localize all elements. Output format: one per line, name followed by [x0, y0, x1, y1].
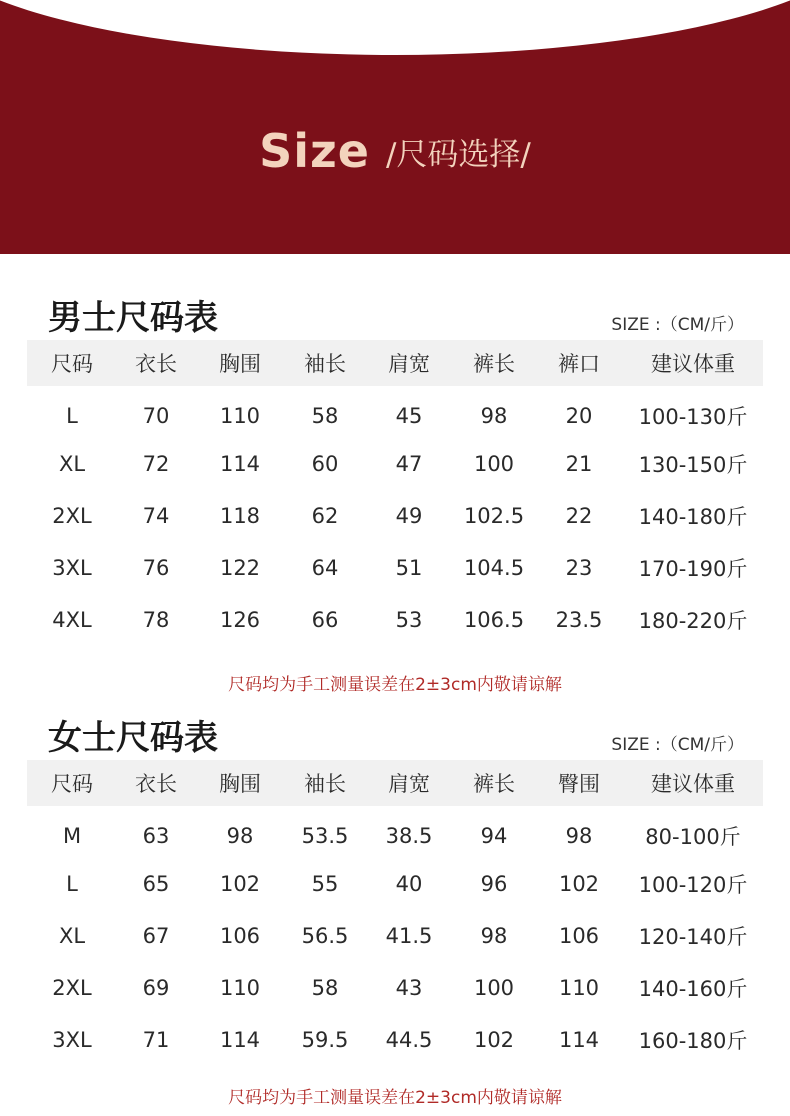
- table-cell: 100: [473, 452, 515, 476]
- column-header: 肩宽: [388, 352, 430, 376]
- table-cell: 110: [219, 976, 261, 1000]
- table-cell: 106.5: [463, 608, 525, 632]
- table-cell: 65: [142, 872, 170, 896]
- column-header: 尺码: [51, 772, 93, 796]
- table-cell: 100: [473, 976, 515, 1000]
- table-cell: 41.5: [385, 924, 433, 948]
- table-cell: 66: [311, 608, 339, 632]
- table-cell: 104.5: [463, 556, 525, 580]
- table-cell: 4XL: [52, 608, 92, 632]
- table-cell: 114: [219, 452, 261, 476]
- men-unit-label: SIZE :（CM/斤）: [611, 315, 744, 335]
- table-cell: 49: [395, 504, 423, 528]
- table-cell: 102: [473, 1028, 515, 1052]
- table-cell: 56.5: [301, 924, 349, 948]
- column-header: 袖长: [304, 772, 346, 796]
- women-measurement-note: 尺码均为手工测量误差在2±3cm内敬请谅解: [228, 1088, 562, 1108]
- column-header: 建议体重: [651, 772, 735, 796]
- column-header: 裤长: [473, 352, 515, 376]
- table-cell: 102: [558, 872, 600, 896]
- table-cell: 160-180斤: [638, 1029, 748, 1053]
- table-cell: 126: [219, 608, 261, 632]
- table-cell: 51: [395, 556, 423, 580]
- men-section-head: [0, 290, 790, 340]
- table-cell: 71: [142, 1028, 170, 1052]
- table-cell: 76: [142, 556, 170, 580]
- table-cell: 170-190斤: [638, 557, 748, 581]
- table-cell: 140-180斤: [638, 505, 748, 529]
- table-cell: 122: [219, 556, 261, 580]
- table-cell: 45: [395, 404, 423, 428]
- table-cell: 114: [219, 1028, 261, 1052]
- table-row: [27, 490, 763, 542]
- table-cell: 100-120斤: [638, 873, 748, 897]
- table-row: [27, 910, 763, 962]
- table-cell: 38.5: [385, 824, 433, 848]
- table-cell: 23: [565, 556, 593, 580]
- table-cell: 140-160斤: [638, 977, 748, 1001]
- table-row: [27, 1014, 763, 1066]
- table-row: [27, 542, 763, 594]
- table-cell: 70: [142, 404, 170, 428]
- table-cell: 98: [480, 924, 508, 948]
- table-cell: 59.5: [301, 1028, 349, 1052]
- column-header: 建议体重: [651, 352, 735, 376]
- table-row: [27, 594, 763, 646]
- table-cell: 102.5: [463, 504, 525, 528]
- table-cell: 62: [311, 504, 339, 528]
- table-cell: 114: [558, 1028, 600, 1052]
- table-cell: 47: [395, 452, 423, 476]
- women-section-title: 女士尺码表: [48, 718, 218, 758]
- table-cell: 60: [311, 452, 339, 476]
- table-cell: M: [62, 824, 82, 848]
- table-cell: 130-150斤: [638, 453, 748, 477]
- table-cell: 3XL: [52, 1028, 92, 1052]
- column-header: 胸围: [219, 352, 261, 376]
- table-cell: 44.5: [385, 1028, 433, 1052]
- table-cell: 106: [219, 924, 261, 948]
- column-header: 肩宽: [388, 772, 430, 796]
- table-header-row: [27, 760, 763, 806]
- table-cell: 58: [311, 404, 339, 428]
- men-measurement-note: 尺码均为手工测量误差在2±3cm内敬请谅解: [228, 675, 562, 695]
- table-cell: 106: [558, 924, 600, 948]
- table-cell: 120-140斤: [638, 925, 748, 949]
- table-cell: 102: [219, 872, 261, 896]
- banner-title-cn: /尺码选择/: [385, 136, 531, 173]
- column-header: 胸围: [219, 772, 261, 796]
- women-unit-label: SIZE :（CM/斤）: [611, 735, 744, 755]
- table-cell: 78: [142, 608, 170, 632]
- table-cell: 2XL: [52, 504, 92, 528]
- column-header: 袖长: [304, 352, 346, 376]
- table-cell: 69: [142, 976, 170, 1000]
- column-header: 裤长: [473, 772, 515, 796]
- table-cell: 94: [480, 824, 508, 848]
- women-size-table: [27, 760, 763, 1066]
- table-cell: 72: [142, 452, 170, 476]
- table-row: [27, 386, 763, 438]
- table-cell: 55: [311, 872, 339, 896]
- table-cell: 21: [565, 452, 593, 476]
- table-cell: 2XL: [52, 976, 92, 1000]
- header-banner: [0, 0, 790, 254]
- column-header: 衣长: [135, 352, 177, 376]
- column-header: 衣长: [135, 772, 177, 796]
- banner-title: [0, 124, 790, 178]
- table-cell: 110: [558, 976, 600, 1000]
- table-cell: 20: [565, 404, 593, 428]
- table-row: [27, 962, 763, 1014]
- table-cell: 118: [219, 504, 261, 528]
- table-cell: L: [66, 872, 78, 896]
- table-cell: 98: [480, 404, 508, 428]
- men-size-section: [0, 290, 790, 633]
- table-cell: XL: [58, 452, 86, 476]
- table-row: [27, 806, 763, 858]
- table-cell: 53: [395, 608, 423, 632]
- table-cell: 98: [565, 824, 593, 848]
- table-cell: 40: [395, 872, 423, 896]
- men-size-table: [27, 340, 763, 646]
- women-size-section: [0, 710, 790, 1053]
- table-cell: 96: [480, 872, 508, 896]
- column-header: 裤口: [558, 352, 600, 376]
- table-cell: 100-130斤: [638, 405, 748, 429]
- table-cell: 23.5: [555, 608, 603, 632]
- table-cell: 64: [311, 556, 339, 580]
- banner-title-en: Size: [259, 124, 370, 178]
- banner-arc: [0, 0, 790, 55]
- table-cell: 58: [311, 976, 339, 1000]
- table-header-row: [27, 340, 763, 386]
- table-cell: XL: [58, 924, 86, 948]
- table-cell: 180-220斤: [638, 609, 748, 633]
- table-cell: 22: [565, 504, 593, 528]
- table-cell: 110: [219, 404, 261, 428]
- table-cell: 74: [142, 504, 170, 528]
- table-cell: 53.5: [301, 824, 349, 848]
- table-cell: 67: [142, 924, 170, 948]
- women-section-head: [0, 710, 790, 760]
- table-cell: 63: [142, 824, 170, 848]
- table-cell: L: [66, 404, 78, 428]
- table-row: [27, 438, 763, 490]
- table-cell: 80-100斤: [645, 825, 741, 849]
- men-section-title: 男士尺码表: [48, 298, 218, 338]
- table-row: [27, 858, 763, 910]
- column-header: 尺码: [51, 352, 93, 376]
- table-cell: 3XL: [52, 556, 92, 580]
- table-cell: 43: [395, 976, 423, 1000]
- table-cell: 98: [226, 824, 254, 848]
- column-header: 臀围: [558, 772, 600, 796]
